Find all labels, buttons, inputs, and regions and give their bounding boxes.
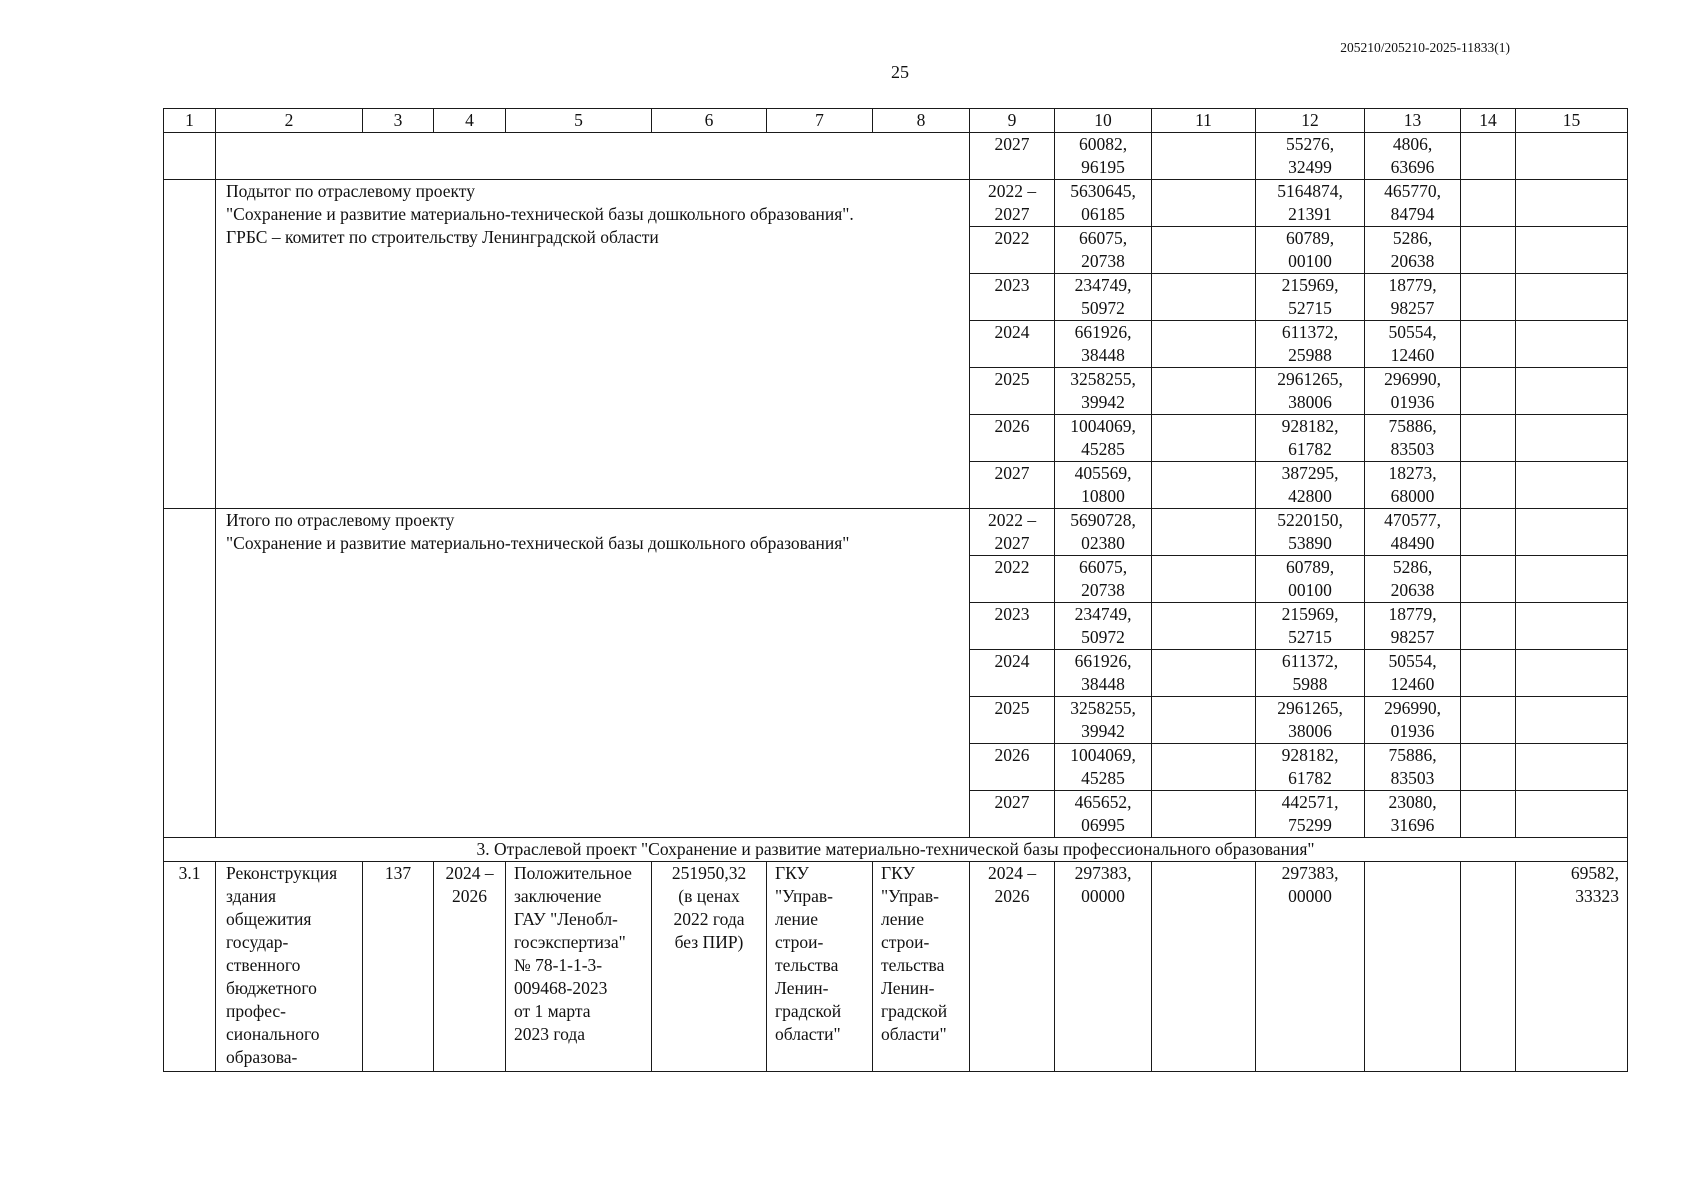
amount-local-cell: 296990, 01936 <box>1365 697 1461 744</box>
budget-table <box>163 108 1628 1072</box>
empty-cell <box>1152 462 1256 509</box>
amount-local-cell: 75886, 83503 <box>1365 744 1461 791</box>
expertise-cell: Положительное заключение ГАУ "Ленобл- госэкспертиза" № 78-1-1-3- 009468-2023 от 1 марта 2023 года <box>506 862 652 1072</box>
empty-cell <box>1152 603 1256 650</box>
amount-total-cell: 297383, 00000 <box>1055 862 1152 1072</box>
amount-total-cell: 3258255, 39942 <box>1055 697 1152 744</box>
year-cell: 2022 <box>970 227 1055 274</box>
empty-cell <box>1152 650 1256 697</box>
year-cell: 2024 <box>970 321 1055 368</box>
year-cell: 2027 <box>970 462 1055 509</box>
project-row <box>164 862 1628 1072</box>
column-number-15: 15 <box>1516 109 1628 133</box>
empty-cell <box>1461 862 1516 1072</box>
amount-regional-cell: 215969, 52715 <box>1256 603 1365 650</box>
amount-regional-cell: 5220150, 53890 <box>1256 509 1365 556</box>
empty-cell <box>1516 415 1628 462</box>
period-cell: 2024 – 2026 <box>434 862 506 1072</box>
amount-local-cell: 18779, 98257 <box>1365 274 1461 321</box>
amount-total-cell: 234749, 50972 <box>1055 603 1152 650</box>
empty-cell <box>1152 227 1256 274</box>
empty-cell <box>1461 180 1516 227</box>
column-number-3: 3 <box>363 109 434 133</box>
row-number: 3.1 <box>164 862 216 1072</box>
amount-local-cell: 50554, 12460 <box>1365 650 1461 697</box>
empty-cell <box>1516 791 1628 838</box>
amount-regional-cell: 387295, 42800 <box>1256 462 1365 509</box>
year-cell: 2024 <box>970 650 1055 697</box>
amount-regional-cell: 928182, 61782 <box>1256 415 1365 462</box>
year-cell: 2027 <box>970 133 1055 180</box>
amount-total-cell: 60082, 96195 <box>1055 133 1152 180</box>
subtotal-title: Подытог по отраслевому проекту "Сохранение и развитие материально-технической базы дошкольного образования". ГРБС – комитет по строительству Ленинградской области <box>216 180 970 509</box>
amount-total-cell: 1004069, 45285 <box>1055 744 1152 791</box>
year-cell: 2027 <box>970 791 1055 838</box>
year-cell: 2026 <box>970 744 1055 791</box>
amount-local-cell: 18779, 98257 <box>1365 603 1461 650</box>
column-number-2: 2 <box>216 109 363 133</box>
column-number-5: 5 <box>506 109 652 133</box>
empty-cell <box>1461 556 1516 603</box>
developer-cell: ГКУ "Управ- ление строи- тельства Ленин- градской области" <box>873 862 970 1072</box>
amount-regional-cell: 611372, 25988 <box>1256 321 1365 368</box>
amount-total-cell: 405569, 10800 <box>1055 462 1152 509</box>
empty-cell <box>164 509 216 838</box>
amount-local-cell: 23080, 31696 <box>1365 791 1461 838</box>
empty-cell <box>1152 321 1256 368</box>
column-number-7: 7 <box>767 109 873 133</box>
amount-regional-cell: 60789, 00100 <box>1256 227 1365 274</box>
empty-cell <box>1152 368 1256 415</box>
empty-cell <box>1152 180 1256 227</box>
table-body <box>164 109 1628 1072</box>
empty-cell <box>1461 227 1516 274</box>
year-cell: 2025 <box>970 697 1055 744</box>
object-code: 137 <box>363 862 434 1072</box>
continuation-row <box>164 133 1628 180</box>
object-name: Реконструкция здания общежития государ- ственного бюджетного профес- сионального образова- <box>216 862 363 1072</box>
column-number-13: 13 <box>1365 109 1461 133</box>
amount-total-cell: 661926, 38448 <box>1055 321 1152 368</box>
empty-cell <box>1516 180 1628 227</box>
empty-cell <box>1516 274 1628 321</box>
continuation-label-cell <box>216 133 970 180</box>
empty-cell <box>1152 133 1256 180</box>
amount-regional-cell: 928182, 61782 <box>1256 744 1365 791</box>
empty-cell <box>1516 650 1628 697</box>
empty-cell <box>1461 697 1516 744</box>
column-number-10: 10 <box>1055 109 1152 133</box>
total-row <box>164 509 1628 556</box>
subtotal-row <box>164 180 1628 227</box>
customer-cell: ГКУ "Управ- ление строи- тельства Ленин- градской области" <box>767 862 873 1072</box>
total-title: Итого по отраслевому проекту "Сохранение и развитие материально-технической базы дошкольного образования" <box>216 509 970 838</box>
empty-cell <box>1365 862 1461 1072</box>
empty-cell <box>164 180 216 509</box>
column-number-9: 9 <box>970 109 1055 133</box>
amount-total-cell: 465652, 06995 <box>1055 791 1152 838</box>
page-number: 25 <box>891 62 909 82</box>
section-heading: 3. Отраслевой проект "Сохранение и развитие материально-технической базы профессионального образования" <box>164 838 1628 862</box>
column-number-8: 8 <box>873 109 970 133</box>
column-number-row <box>164 109 1628 133</box>
year-cell: 2026 <box>970 415 1055 462</box>
amount-local-cell: 18273, 68000 <box>1365 462 1461 509</box>
amount-total-cell: 66075, 20738 <box>1055 227 1152 274</box>
amount-total-cell: 661926, 38448 <box>1055 650 1152 697</box>
empty-cell <box>1461 603 1516 650</box>
amount-total-cell: 5630645, 06185 <box>1055 180 1152 227</box>
column-number-1: 1 <box>164 109 216 133</box>
empty-cell <box>1152 415 1256 462</box>
empty-cell <box>1152 274 1256 321</box>
empty-cell <box>1516 556 1628 603</box>
empty-cell <box>1461 415 1516 462</box>
empty-cell <box>164 133 216 180</box>
year-cell: 2024 – 2026 <box>970 862 1055 1072</box>
empty-cell <box>1516 744 1628 791</box>
amount-local-cell: 50554, 12460 <box>1365 321 1461 368</box>
empty-cell <box>1516 321 1628 368</box>
empty-cell <box>1461 509 1516 556</box>
amount-local-cell: 470577, 48490 <box>1365 509 1461 556</box>
amount-total-cell: 66075, 20738 <box>1055 556 1152 603</box>
amount-local-cell: 296990, 01936 <box>1365 368 1461 415</box>
empty-cell <box>1516 697 1628 744</box>
empty-cell <box>1461 133 1516 180</box>
amount-regional-cell: 611372, 5988 <box>1256 650 1365 697</box>
empty-cell <box>1461 368 1516 415</box>
amount-regional-cell: 297383, 00000 <box>1256 862 1365 1072</box>
year-cell: 2022 <box>970 556 1055 603</box>
empty-cell <box>1516 603 1628 650</box>
empty-cell <box>1516 462 1628 509</box>
empty-cell <box>1516 368 1628 415</box>
empty-cell <box>1516 133 1628 180</box>
empty-cell <box>1516 227 1628 274</box>
section-heading-row <box>164 838 1628 862</box>
empty-cell <box>1516 509 1628 556</box>
column-number-11: 11 <box>1152 109 1256 133</box>
empty-cell <box>1152 556 1256 603</box>
amount-total-cell: 234749, 50972 <box>1055 274 1152 321</box>
amount-local-cell: 465770, 84794 <box>1365 180 1461 227</box>
empty-cell <box>1152 697 1256 744</box>
column-number-12: 12 <box>1256 109 1365 133</box>
empty-cell <box>1461 791 1516 838</box>
column-number-6: 6 <box>652 109 767 133</box>
empty-cell <box>1152 862 1256 1072</box>
year-cell: 2025 <box>970 368 1055 415</box>
empty-cell <box>1152 791 1256 838</box>
amount-total-cell: 5690728, 02380 <box>1055 509 1152 556</box>
empty-cell <box>1461 274 1516 321</box>
empty-cell <box>1461 744 1516 791</box>
amount-regional-cell: 5164874, 21391 <box>1256 180 1365 227</box>
amount-local-cell: 75886, 83503 <box>1365 415 1461 462</box>
amount-regional-cell: 2961265, 38006 <box>1256 697 1365 744</box>
year-cell: 2023 <box>970 274 1055 321</box>
empty-cell <box>1461 650 1516 697</box>
column-number-14: 14 <box>1461 109 1516 133</box>
amount-total-cell: 3258255, 39942 <box>1055 368 1152 415</box>
year-cell: 2022 – 2027 <box>970 509 1055 556</box>
amount-total-cell: 1004069, 45285 <box>1055 415 1152 462</box>
amount-regional-cell: 215969, 52715 <box>1256 274 1365 321</box>
column-number-4: 4 <box>434 109 506 133</box>
document-id: 205210/205210-2025-11833(1) <box>1340 40 1510 55</box>
year-cell: 2023 <box>970 603 1055 650</box>
amount-regional-cell: 60789, 00100 <box>1256 556 1365 603</box>
amount-regional-cell: 2961265, 38006 <box>1256 368 1365 415</box>
empty-cell <box>1461 462 1516 509</box>
amount-regional-cell: 442571, 75299 <box>1256 791 1365 838</box>
remaining-cost-cell: 69582, 33323 <box>1516 862 1628 1072</box>
amount-regional-cell: 55276, 32499 <box>1256 133 1365 180</box>
year-cell: 2022 – 2027 <box>970 180 1055 227</box>
amount-local-cell: 4806, 63696 <box>1365 133 1461 180</box>
cost-cell: 251950,32 (в ценах 2022 года без ПИР) <box>652 862 767 1072</box>
empty-cell <box>1461 321 1516 368</box>
empty-cell <box>1152 509 1256 556</box>
amount-local-cell: 5286, 20638 <box>1365 227 1461 274</box>
amount-local-cell: 5286, 20638 <box>1365 556 1461 603</box>
empty-cell <box>1152 744 1256 791</box>
